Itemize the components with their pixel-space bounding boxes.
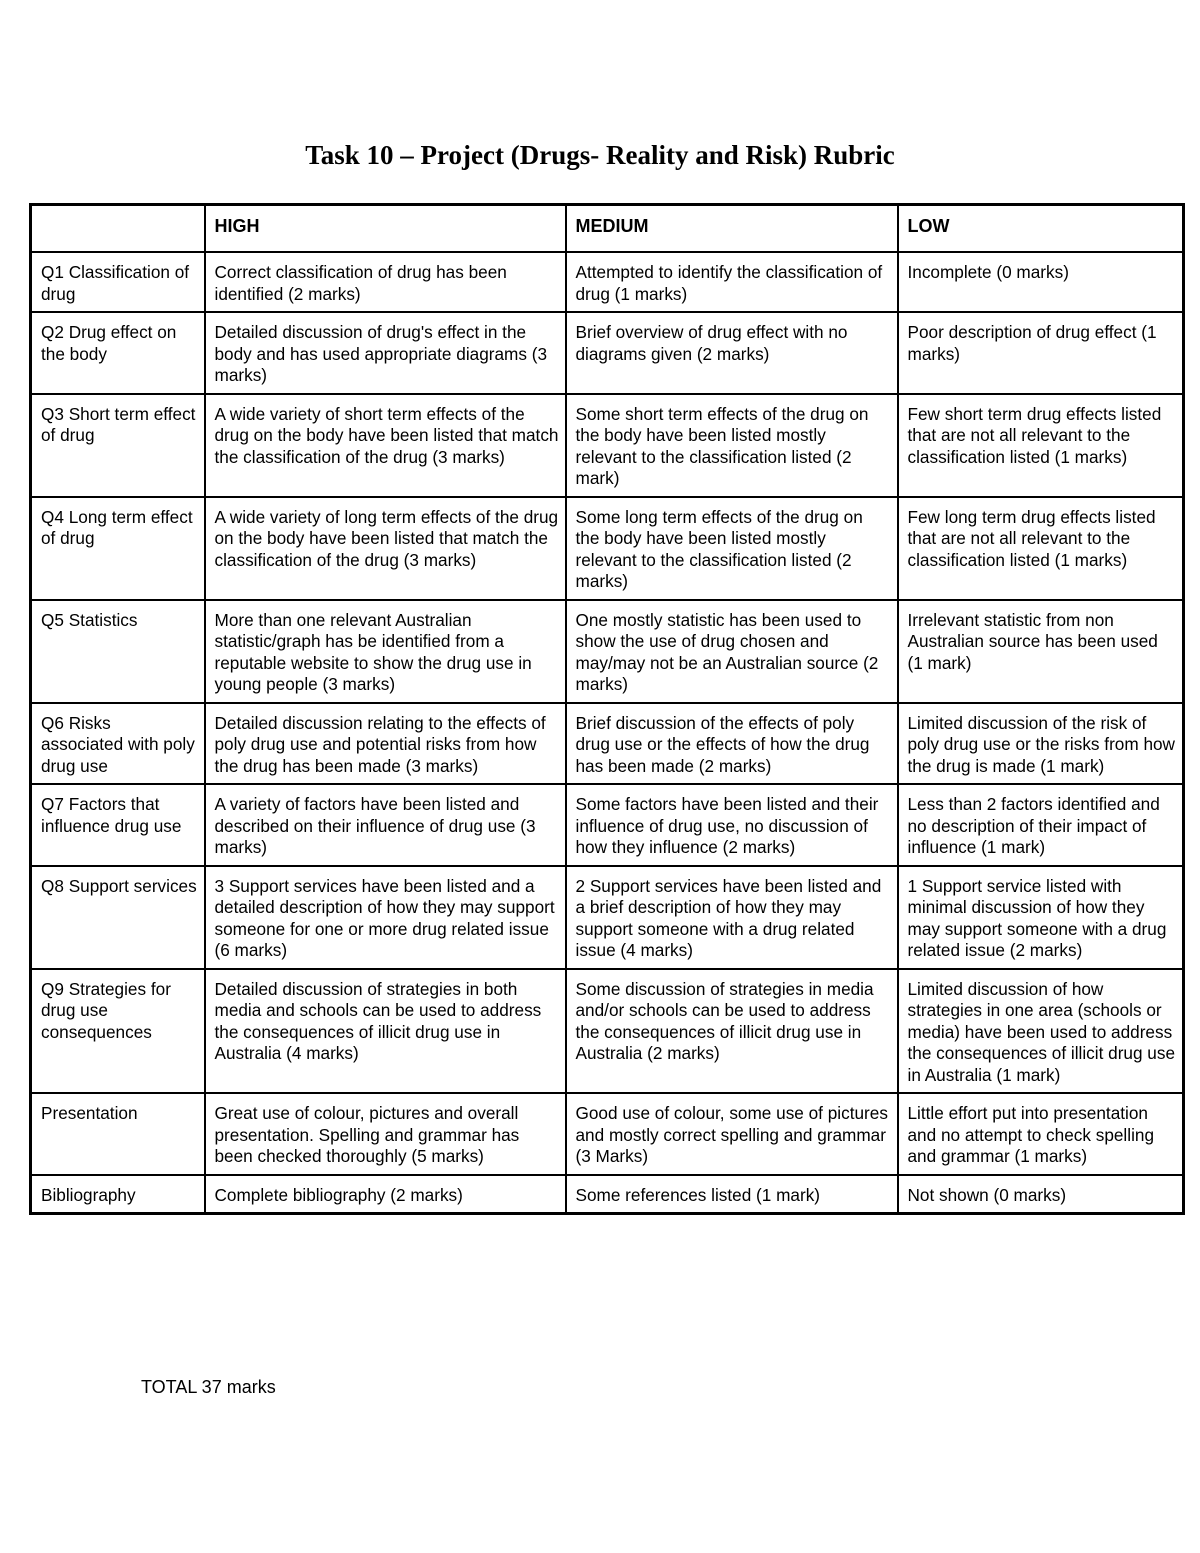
low-cell: Few long term drug effects listed that are not all relevant to the classification listed (1 marks) — [898, 497, 1184, 600]
low-cell: Less than 2 factors identified and no description of their impact of influence (1 mark) — [898, 784, 1184, 866]
low-cell: Poor description of drug effect (1 marks) — [898, 312, 1184, 394]
page-title: Task 10 – Project (Drugs- Reality and Risk) Rubric — [305, 140, 895, 170]
low-cell: Little effort put into presentation and no attempt to check spelling and grammar (1 marks) — [898, 1093, 1184, 1175]
medium-cell: Some references listed (1 mark) — [566, 1175, 898, 1214]
criterion-cell: Q9 Strategies for drug use consequences — [31, 969, 205, 1094]
table-row — [31, 969, 1184, 1094]
header-row — [31, 205, 1184, 253]
low-cell: Limited discussion of the risk of poly drug use or the risks from how the drug is made (1 mark) — [898, 703, 1184, 785]
low-cell: 1 Support service listed with minimal discussion of how they may support someone with a drug related issue (2 marks) — [898, 866, 1184, 969]
high-cell: Detailed discussion of strategies in both media and schools can be used to address the consequences of illicit drug use in Australia (4 marks) — [205, 969, 566, 1094]
medium-cell: Attempted to identify the classification of drug (1 marks) — [566, 252, 898, 312]
table-row — [31, 866, 1184, 969]
low-cell: Incomplete (0 marks) — [898, 252, 1184, 312]
table-row — [31, 1175, 1184, 1214]
criterion-cell: Q6 Risks associated with poly drug use — [31, 703, 205, 785]
high-cell: Correct classification of drug has been identified (2 marks) — [205, 252, 566, 312]
criterion-cell: Bibliography — [31, 1175, 205, 1214]
high-cell: More than one relevant Australian statistic/graph has be identified from a reputable website to show the drug use in young people (3 marks) — [205, 600, 566, 703]
table-row — [31, 252, 1184, 312]
high-cell: A wide variety of short term effects of the drug on the body have been listed that match the classification of the drug (3 marks) — [205, 394, 566, 497]
rubric-table — [29, 203, 1185, 1215]
table-row — [31, 497, 1184, 600]
criterion-cell: Q5 Statistics — [31, 600, 205, 703]
high-cell: Great use of colour, pictures and overall presentation. Spelling and grammar has been checked thoroughly (5 marks) — [205, 1093, 566, 1175]
criterion-cell: Q7 Factors that influence drug use — [31, 784, 205, 866]
high-cell: Complete bibliography (2 marks) — [205, 1175, 566, 1214]
header-high: HIGH — [205, 205, 566, 253]
medium-cell: Some factors have been listed and their influence of drug use, no discussion of how they influence (2 marks) — [566, 784, 898, 866]
total-marks: TOTAL 37 marks — [141, 1377, 276, 1397]
high-cell: Detailed discussion of drug's effect in the body and has used appropriate diagrams (3 marks) — [205, 312, 566, 394]
table-row — [31, 703, 1184, 785]
table-row — [31, 312, 1184, 394]
criterion-cell: Presentation — [31, 1093, 205, 1175]
medium-cell: Some long term effects of the drug on the body have been listed mostly relevant to the classification listed (2 marks) — [566, 497, 898, 600]
header-low: LOW — [898, 205, 1184, 253]
header-criterion — [31, 205, 205, 253]
low-cell: Irrelevant statistic from non Australian source has been used (1 mark) — [898, 600, 1184, 703]
medium-cell: Brief overview of drug effect with no diagrams given (2 marks) — [566, 312, 898, 394]
table-row — [31, 1093, 1184, 1175]
high-cell: A wide variety of long term effects of the drug on the body have been listed that match the classification of the drug (3 marks) — [205, 497, 566, 600]
medium-cell: Some short term effects of the drug on the body have been listed mostly relevant to the classification listed (2 mark) — [566, 394, 898, 497]
criterion-cell: Q8 Support services — [31, 866, 205, 969]
table-row — [31, 784, 1184, 866]
low-cell: Few short term drug effects listed that are not all relevant to the classification listed (1 marks) — [898, 394, 1184, 497]
high-cell: A variety of factors have been listed and described on their influence of drug use (3 marks) — [205, 784, 566, 866]
criterion-cell: Q4 Long term effect of drug — [31, 497, 205, 600]
table-row — [31, 394, 1184, 497]
criterion-cell: Q2 Drug effect on the body — [31, 312, 205, 394]
criterion-cell: Q1 Classification of drug — [31, 252, 205, 312]
high-cell: Detailed discussion relating to the effects of poly drug use and potential risks from how the drug has been made (3 marks) — [205, 703, 566, 785]
criterion-cell: Q3 Short term effect of drug — [31, 394, 205, 497]
table-row — [31, 600, 1184, 703]
low-cell: Not shown (0 marks) — [898, 1175, 1184, 1214]
medium-cell: Brief discussion of the effects of poly drug use or the effects of how the drug has been made (2 marks) — [566, 703, 898, 785]
medium-cell: One mostly statistic has been used to show the use of drug chosen and may/may not be an Australian source (2 marks) — [566, 600, 898, 703]
medium-cell: Some discussion of strategies in media and/or schools can be used to address the consequences of illicit drug use in Australia (2 marks) — [566, 969, 898, 1094]
header-medium: MEDIUM — [566, 205, 898, 253]
low-cell: Limited discussion of how strategies in one area (schools or media) have been used to address the consequences of illicit drug use in Australia (1 mark) — [898, 969, 1184, 1094]
medium-cell: 2 Support services have been listed and a brief description of how they may support someone with a drug related issue (4 marks) — [566, 866, 898, 969]
high-cell: 3 Support services have been listed and a detailed description of how they may support someone for one or more drug related issue (6 marks) — [205, 866, 566, 969]
medium-cell: Good use of colour, some use of pictures and mostly correct spelling and grammar (3 Marks) — [566, 1093, 898, 1175]
